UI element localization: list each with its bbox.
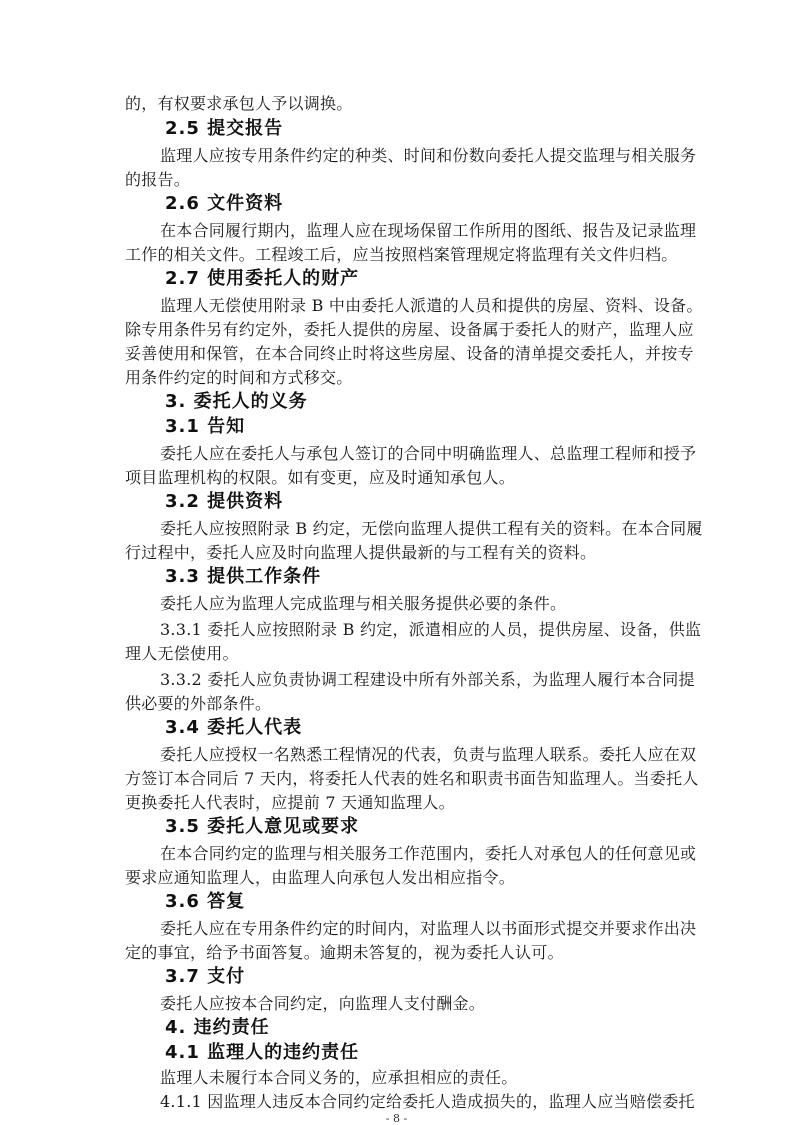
section-heading: 2.5 提交报告: [165, 118, 284, 139]
body-line: 除专用条件另有约定外，委托人提供的房屋、设备属于委托人的财产，监理人应: [125, 320, 694, 339]
body-line: 委托人应按照附录 B 约定，无偿向监理人提供工程有关的资料。在本合同履: [160, 519, 703, 538]
body-line: 要求应通知监理人，由监理人向承包人发出相应指令。: [125, 868, 516, 887]
section-heading: 3.5 委托人意见或要求: [165, 816, 360, 837]
body-line: 更换委托人代表时，应提前 7 天通知监理人。: [125, 793, 455, 812]
section-heading: 2.7 使用委托人的财产: [165, 268, 360, 289]
section-heading: 3. 委托人的义务: [165, 391, 308, 412]
section-heading: 2.6 文件资料: [165, 193, 284, 214]
body-line: 委托人应在专用条件约定的时间内，对监理人以书面形式提交并要求作出决: [160, 919, 697, 938]
body-line: 委托人应按本合同约定，向监理人支付酬金。: [160, 994, 486, 1013]
body-line: 的报告。: [125, 170, 191, 189]
body-line: 监理人无偿使用附录 B 中由委托人派遣的人员和提供的房屋、资料、设备。: [160, 296, 703, 315]
body-line: 行过程中，委托人应及时向监理人提供最新的与工程有关的资料。: [125, 543, 597, 562]
section-heading: 4.1 监理人的违约责任: [165, 1042, 360, 1063]
body-line: 工作的相关文件。工程竣工后，应当按照档案管理规定将监理有关文件归档。: [125, 245, 678, 264]
body-line: 理人无偿使用。: [125, 644, 239, 663]
body-line: 方签订本合同后 7 天内，将委托人代表的姓名和职责书面告知监理人。当委托人: [125, 769, 699, 788]
body-line: 妥善使用和保管，在本合同终止时将这些房屋、设备的清单提交委托人，并按专: [125, 344, 694, 363]
body-line: 在本合同约定的监理与相关服务工作范围内，委托人对承包人的任何意见或: [160, 844, 697, 863]
body-line: 用条件约定的时间和方式移交。: [125, 368, 353, 387]
section-heading: 3.3 提供工作条件: [165, 566, 322, 587]
page-number: - 8 -: [385, 1112, 408, 1125]
body-line: 4.1.1 因监理人违反本合同约定给委托人造成损失的，监理人应当赔偿委托: [160, 1092, 695, 1111]
body-line: 3.3.2 委托人应负责协调工程建设中所有外部关系，为监理人履行本合同提: [160, 670, 695, 689]
section-heading: 4. 违约责任: [165, 1017, 270, 1038]
body-line: 委托人应在委托人与承包人签订的合同中明确监理人、总监理工程师和授予: [160, 444, 697, 463]
body-line: 定的事宜，给予书面答复。逾期未答复的，视为委托人认可。: [125, 943, 564, 962]
section-heading: 3.6 答复: [165, 891, 246, 912]
body-line: 监理人应按专用条件约定的种类、时间和份数向委托人提交监理与相关服务: [160, 146, 697, 165]
section-heading: 3.1 告知: [165, 416, 246, 437]
body-line: 在本合同履行期内，监理人应在现场保留工作所用的图纸、报告及记录监理: [160, 221, 697, 240]
body-line: 委托人应授权一名熟悉工程情况的代表，负责与监理人联系。委托人应在双: [160, 745, 697, 764]
section-heading: 3.7 支付: [165, 966, 246, 987]
section-heading: 3.4 委托人代表: [165, 717, 303, 738]
body-line: 项目监理机构的权限。如有变更，应及时通知承包人。: [125, 468, 516, 487]
body-line: 3.3.1 委托人应按照附录 B 约定，派遣相应的人员，提供房屋、设备，供监: [160, 620, 702, 639]
body-line: 的，有权要求承包人予以调换。: [125, 94, 353, 113]
body-line: 监理人未履行本合同义务的，应承担相应的责任。: [160, 1068, 518, 1087]
body-line: 委托人应为监理人完成监理与相关服务提供必要的条件。: [160, 594, 567, 613]
body-line: 供必要的外部条件。: [125, 694, 272, 713]
section-heading: 3.2 提供资料: [165, 491, 284, 512]
